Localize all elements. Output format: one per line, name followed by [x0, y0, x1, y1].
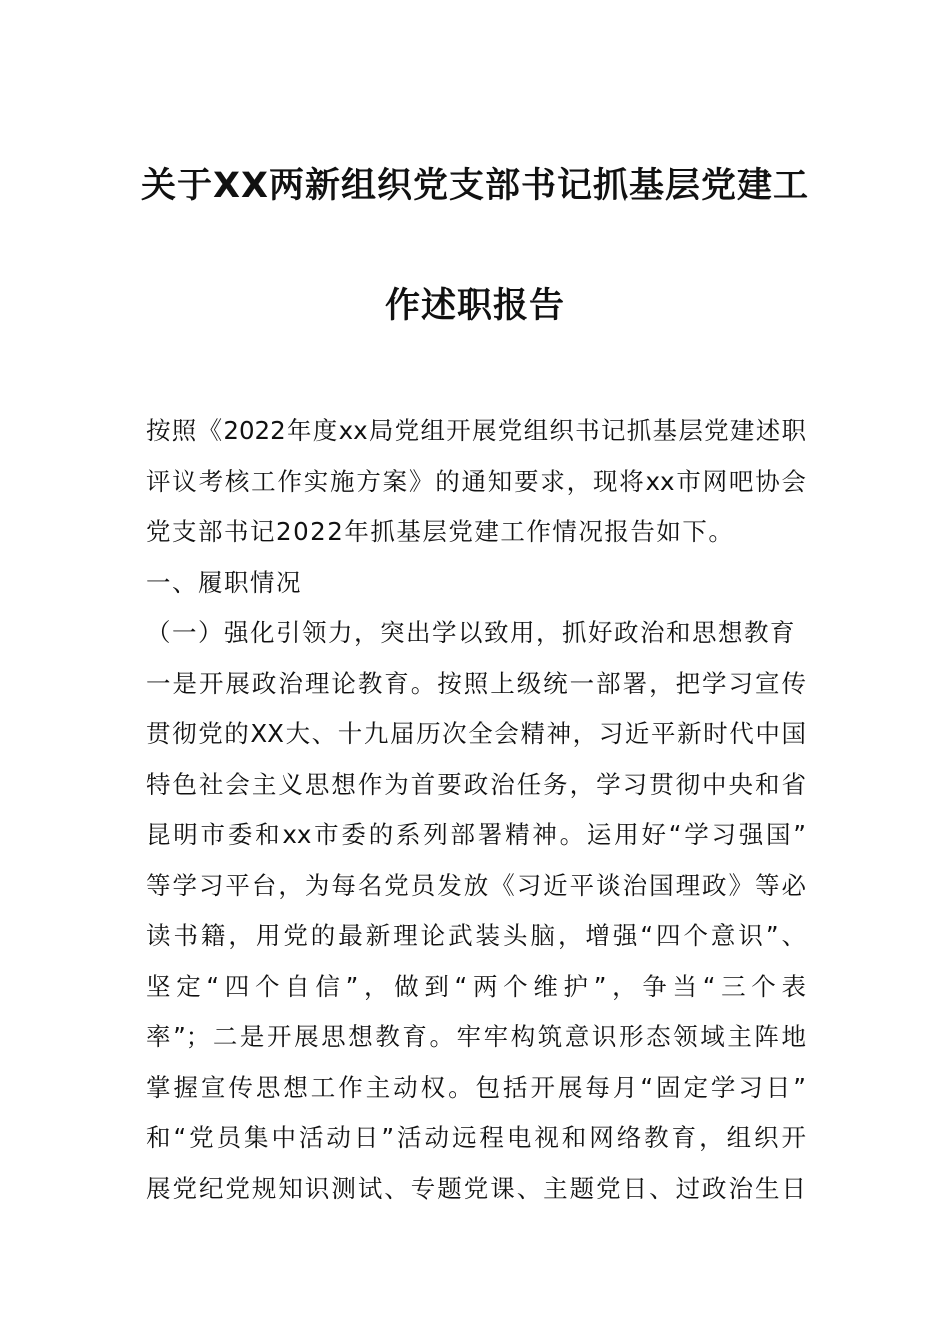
- subsection-heading: （一）强化引领力，突出学以致用，抓好政治和思想教育: [146, 618, 796, 647]
- body-line: 评议考核工作实施方案》的通知要求，现将xx市网吧协会: [146, 466, 806, 496]
- body-line: 特色社会主义思想作为首要政治任务，学习贯彻中央和省: [146, 769, 806, 799]
- document-title-line-1: 关于XX两新组织党支部书记抓基层党建工: [141, 166, 809, 206]
- body-line: 展党纪党规知识测试、专题党课、主题党日、过政治生日: [146, 1173, 806, 1203]
- body-line: 掌握宣传思想工作主动权。包括开展每月“固定学习日”: [146, 1072, 806, 1102]
- body-line: 读书籍，用党的最新理论武装头脑，增强“四个意识”、: [146, 921, 806, 950]
- section-heading: 一、履职情况: [146, 567, 302, 597]
- body-line: 率”；二是开展思想教育。牢牢构筑意识形态领域主阵地: [146, 1022, 806, 1051]
- body-line: 坚定“四个自信”，做到“两个维护”，争当“三个表: [146, 971, 806, 1001]
- body-line: 按照《2022年度xx局党组开展党组织书记抓基层党建述职: [146, 416, 806, 445]
- body-line: 等学习平台，为每名党员发放《习近平谈治国理政》等必: [146, 870, 806, 900]
- body-line: 昆明市委和xx市委的系列部署精神。运用好“学习强国”: [146, 820, 806, 849]
- body-line: 一是开展政治理论教育。按照上级统一部署，把学习宣传: [146, 668, 806, 698]
- body-line: 贯彻党的XX大、十九届历次全会精神，习近平新时代中国: [146, 719, 806, 748]
- document-body: [146, 412, 806, 1220]
- document-title-line-2: 作述职报告: [384, 286, 565, 326]
- body-line: 党支部书记2022年抓基层党建工作情况报告如下。: [146, 517, 735, 546]
- body-line: 和“党员集中活动日”活动远程电视和网络教育，组织开: [146, 1123, 806, 1152]
